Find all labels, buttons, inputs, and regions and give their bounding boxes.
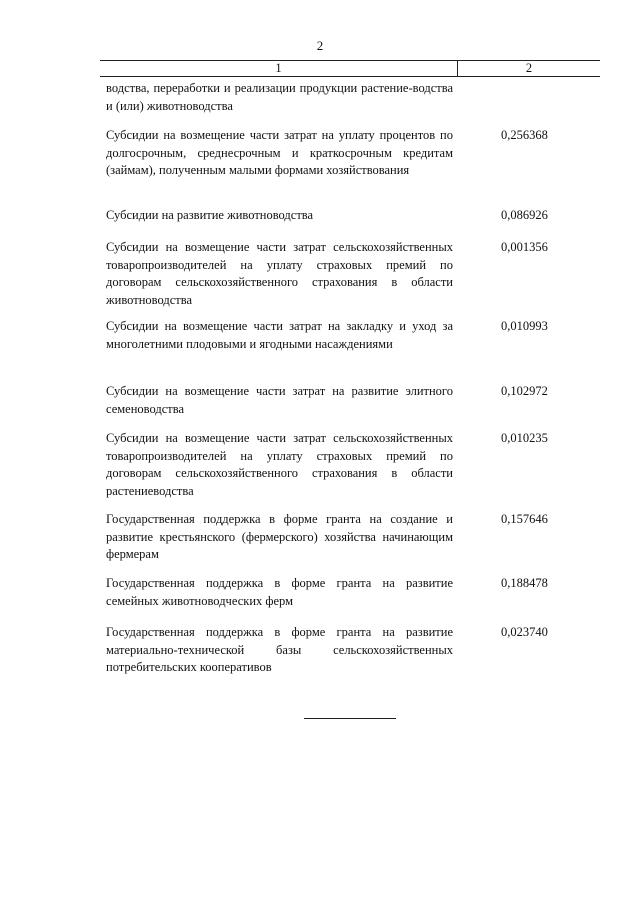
row-description: Субсидии на возмещение части затрат сельскохозяйственных товаропроизводителей на уплату страховых премий по договорам сельскохозяйственного страхования в области животноводства [106,240,453,307]
page-number: 2 [316,38,324,53]
row-description: Субсидии на возмещение части затрат сельскохозяйственных товаропроизводителей на уплату страховых премий по договорам сельскохозяйственного страхования в области растениеводства [106,431,453,498]
row-value: 0,010235 [501,431,548,445]
row-description: Субсидии на развитие животноводства [106,208,314,222]
row-value: 0,256368 [501,128,548,142]
end-of-document-rule [304,718,396,719]
row-description: Субсидии на возмещение части затрат на уплату процентов по долгосрочным, среднесрочным и краткосрочным кредитам (займам), полученным малыми формами хозяйствования [106,128,453,178]
row-value: 0,188478 [501,576,548,590]
row-description: Субсидии на возмещение части затрат на закладку и уход за многолетними плодовыми и ягодными насаждениями [106,319,453,351]
column-header-1: 1 [100,61,458,76]
row-value: 0,086926 [501,208,548,222]
table-header [100,60,600,77]
row-value: 0,157646 [501,512,548,526]
row-value: 0,010993 [501,319,548,333]
row-description: Государственная поддержка в форме гранта на создание и развитие крестьянского (фермерского) хозяйства начинающим фермерам [106,512,453,562]
row-value: 0,023740 [501,625,548,639]
row-description: Государственная поддержка в форме гранта на развитие семейных животноводческих ферм [106,576,453,608]
row-description: Государственная поддержка в форме гранта на развитие материально-технической базы сельскохозяйственных потребительских кооперативов [106,625,453,675]
row-value: 0,102972 [501,384,548,398]
column-header-2: 2 [525,61,533,75]
row-description: Субсидии на возмещение части затрат на развитие элитного семеноводства [106,384,453,416]
row-description: водства, переработки и реализации продукции растение-водства и (или) животноводства [106,81,453,113]
row-value: 0,001356 [501,240,548,254]
